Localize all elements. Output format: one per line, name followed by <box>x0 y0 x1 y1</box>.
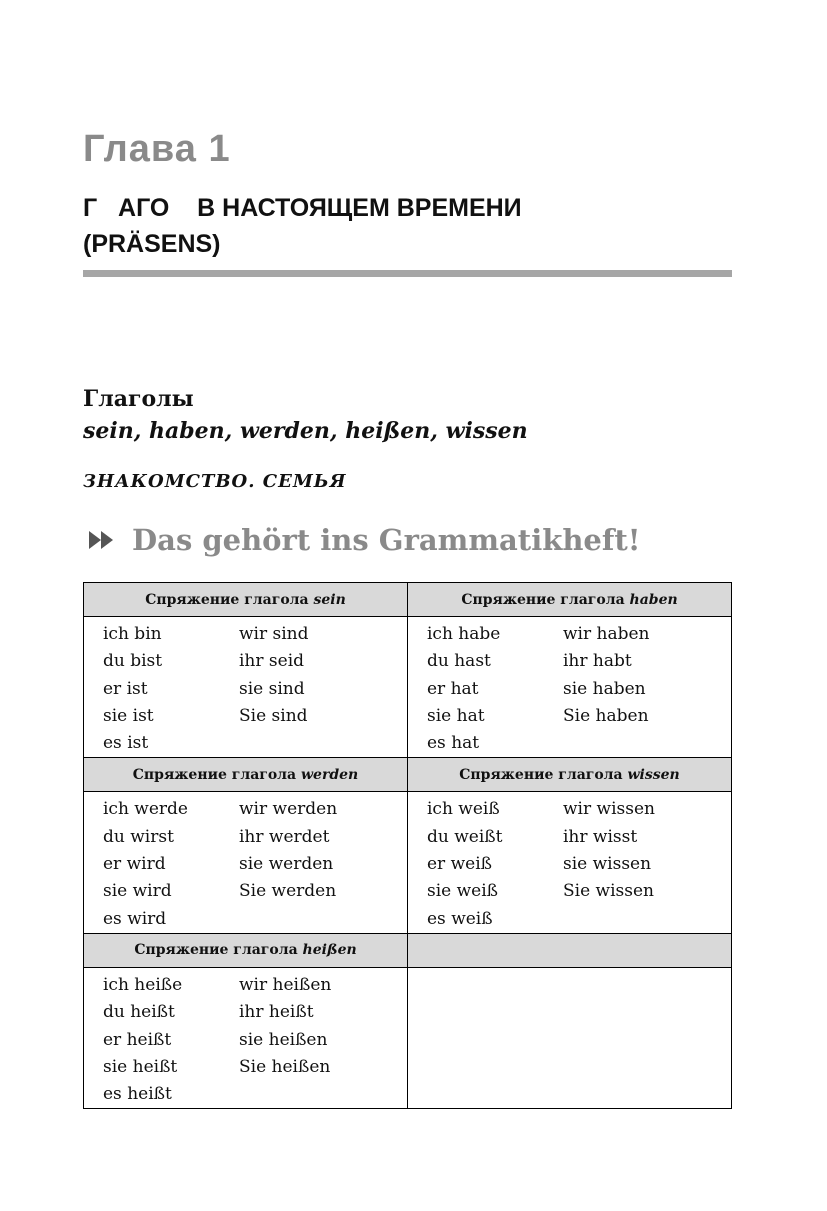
form-cell <box>239 906 409 933</box>
form-cell: ich weiß <box>427 799 500 820</box>
form-cell: er hat <box>427 678 479 699</box>
header-prefix: Спряжение глагола <box>145 591 309 608</box>
table-header-sein <box>84 583 408 617</box>
section-heading: Глаголы <box>83 386 194 412</box>
forms-cell-werden <box>84 792 408 933</box>
chapter-title-line-2: (PRÄSENS) <box>83 230 221 258</box>
form-cell: du bist <box>103 651 163 672</box>
form-cell: sie haben <box>563 678 646 699</box>
form-cell: wir wissen <box>563 799 655 820</box>
form-cell: sie weiß <box>427 881 499 902</box>
header-prefix: Спряжение глагола <box>134 942 298 959</box>
header-prefix: Спряжение глагола <box>459 766 623 783</box>
form-cell: ich habe <box>427 624 501 644</box>
form-cell: ihr seid <box>239 651 305 672</box>
form-cell: du wirst <box>103 826 174 847</box>
form-cell: sie heißen <box>239 1029 328 1050</box>
table-header-werden <box>84 758 408 792</box>
form-cell: er weiß <box>427 854 492 875</box>
header-verb: heißen <box>302 942 357 959</box>
chapter-label: Глава 1 <box>83 128 231 170</box>
form-cell: sie sind <box>239 678 305 699</box>
form-cell: Sie sind <box>239 705 308 726</box>
table-header-wissen <box>408 758 732 792</box>
form-cell: sie werden <box>239 854 334 875</box>
table-row <box>84 933 732 967</box>
form-cell: Sie heißen <box>239 1056 331 1077</box>
form-cell: sie wird <box>103 881 172 902</box>
form-cell: ihr habt <box>563 651 632 672</box>
table-row <box>84 758 732 792</box>
form-cell: wir haben <box>563 624 650 644</box>
header-verb: werden <box>301 766 359 783</box>
fast-forward-icon <box>88 529 116 551</box>
forms-cell-heissen <box>84 967 408 1108</box>
form-cell: wir sind <box>239 624 309 644</box>
table-header-haben <box>408 583 732 617</box>
header-prefix: Спряжение глагола <box>132 766 297 783</box>
form-cell: du hast <box>427 651 491 672</box>
form-cell: ich bin <box>103 624 162 644</box>
form-cell: ihr heißt <box>239 1002 314 1023</box>
form-cell: sie wissen <box>563 854 652 875</box>
form-cell: es wird <box>103 908 167 929</box>
form-cell: er wird <box>103 854 166 875</box>
topic-title: ЗНАКОМСТВО. СЕМЬЯ <box>83 471 347 492</box>
form-cell <box>239 730 409 757</box>
form-cell: Sie wissen <box>563 881 654 902</box>
header-verb: haben <box>629 591 678 608</box>
verbs-list: sein, haben, werden, heißen, wissen <box>83 418 528 444</box>
header-verb: wissen <box>627 766 680 783</box>
table-row <box>84 967 732 1108</box>
table-row <box>84 792 732 933</box>
forms-cell-haben <box>408 617 732 758</box>
grammar-note <box>88 523 640 557</box>
forms-cell-sein <box>84 617 408 758</box>
form-cell: es heißt <box>103 1084 172 1105</box>
chapter-title <box>83 190 733 262</box>
form-cell: Sie haben <box>563 705 649 726</box>
header-verb: sein <box>313 591 346 608</box>
form-cell: er heißt <box>103 1029 172 1050</box>
form-cell: er ist <box>103 678 148 699</box>
form-cell: du heißt <box>103 1002 175 1023</box>
chapter-title-line-1: Г АГО В НАСТОЯЩЕМ ВРЕМЕНИ <box>83 194 522 222</box>
form-cell: sie ist <box>103 705 154 726</box>
form-cell: sie heißt <box>103 1056 178 1077</box>
form-cell: ich heiße <box>103 974 183 995</box>
table-row <box>84 583 732 617</box>
grammar-note-heading: Das gehört ins Grammatikheft! <box>132 523 641 557</box>
forms-cell-wissen <box>408 792 732 933</box>
table-row <box>84 617 732 758</box>
form-cell: sie hat <box>427 705 485 726</box>
form-cell: ihr werdet <box>239 826 330 847</box>
form-cell: ich werde <box>103 799 188 820</box>
form-cell: ihr wisst <box>563 826 638 847</box>
form-cell <box>563 906 733 933</box>
table-header-heissen <box>84 933 408 967</box>
form-cell: wir werden <box>239 799 338 820</box>
form-cell <box>563 730 733 757</box>
form-cell: Sie werden <box>239 881 337 902</box>
form-cell: es weiß <box>427 908 493 929</box>
form-cell <box>239 1081 409 1108</box>
form-cell: es ist <box>103 733 149 754</box>
form-cell: du weißt <box>427 826 503 847</box>
forms-cell-empty <box>408 967 732 1108</box>
form-cell: es hat <box>427 733 480 754</box>
conjugation-table <box>83 582 732 1109</box>
table-header-empty <box>408 933 732 967</box>
form-cell: wir heißen <box>239 974 332 995</box>
chapter-divider <box>83 270 732 277</box>
header-prefix: Спряжение глагола <box>461 591 625 608</box>
